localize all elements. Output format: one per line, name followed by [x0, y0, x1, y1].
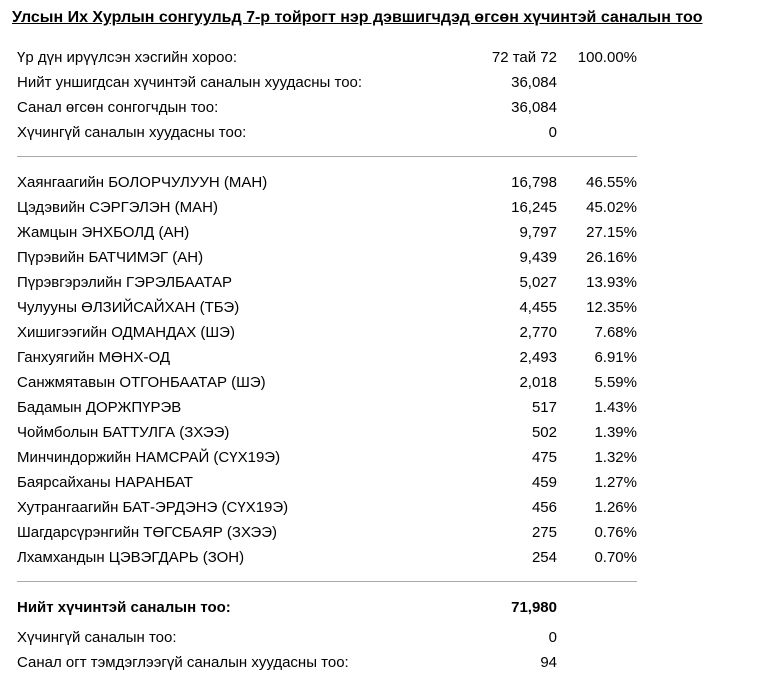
candidate-percent: 1.32%: [594, 449, 637, 466]
total-valid-row: [17, 595, 637, 620]
candidate-row: [17, 420, 637, 445]
candidate-percent: 1.39%: [594, 424, 637, 441]
divider: [17, 581, 637, 582]
row-percent: 100.00%: [577, 49, 637, 66]
candidate-name: Шагдарсүрэнгийн ТӨГСБАЯР (ЗХЭЭ): [17, 524, 278, 541]
candidate-row: [17, 295, 637, 320]
candidate-row: [17, 545, 637, 570]
candidate-name: Минчиндоржийн НАМСРАЙ (СҮХ19Э): [17, 449, 281, 466]
candidate-percent: 26.16%: [586, 249, 637, 266]
candidate-percent: 45.02%: [586, 199, 637, 216]
candidate-votes: 456: [531, 499, 557, 516]
candidate-votes: 2,770: [519, 324, 557, 341]
candidate-votes: 275: [531, 524, 557, 541]
candidate-percent: 13.93%: [586, 274, 637, 291]
summary-row-valid-ballots: [17, 70, 637, 95]
row-votes: 36,084: [511, 99, 557, 116]
total-invalid-row: [17, 625, 637, 650]
candidate-name: Ганхуягийн МӨНХ-ОД: [17, 349, 171, 366]
candidate-name: Жамцын ЭНХБОЛД (АН): [17, 224, 190, 241]
candidate-votes: 4,455: [519, 299, 557, 316]
summary-row-voters: [17, 95, 637, 120]
candidate-row: [17, 370, 637, 395]
page-title: Улсын Их Хурлын сонгуульд 7-р тойрогт нэр дэвшигчдэд өгсөн хүчинтэй саналын тоо: [12, 9, 703, 26]
candidate-votes: 9,439: [519, 249, 557, 266]
candidate-votes: 459: [531, 474, 557, 491]
candidate-votes: 254: [531, 549, 557, 566]
candidate-votes: 2,018: [519, 374, 557, 391]
candidate-name: Санжмятавын ОТГОНБААТАР (ШЭ): [17, 374, 266, 391]
row-label: Үр дүн ирүүлсэн хэсгийн хороо:: [17, 49, 238, 66]
candidate-row: [17, 245, 637, 270]
candidate-name: Хутрангаагийн БАТ-ЭРДЭНЭ (СҮХ19Э): [17, 499, 289, 516]
total-blank-row: [17, 650, 637, 675]
candidate-row: [17, 170, 637, 195]
candidate-name: Бадамын ДОРЖПҮРЭВ: [17, 399, 182, 416]
row-votes: 36,084: [511, 74, 557, 91]
candidate-percent: 1.43%: [594, 399, 637, 416]
candidate-row: [17, 220, 637, 245]
candidate-row: [17, 520, 637, 545]
total-invalid-votes: 0: [548, 629, 557, 646]
candidate-percent: 1.27%: [594, 474, 637, 491]
candidate-name: Цэдэвийн СЭРГЭЛЭН (МАН): [17, 199, 218, 216]
candidate-percent: 0.76%: [594, 524, 637, 541]
row-label: Нийт уншигдсан хүчинтэй саналын хуудасны тоо:: [17, 74, 363, 91]
candidate-percent: 7.68%: [594, 324, 637, 341]
candidate-percent: 0.70%: [594, 549, 637, 566]
candidate-name: Пүрэвгэрэлийн ГЭРЭЛБААТАР: [17, 274, 233, 291]
candidate-percent: 27.15%: [586, 224, 637, 241]
candidate-name: Пүрэвийн БАТЧИМЭГ (АН): [17, 249, 204, 266]
candidate-votes: 16,798: [511, 174, 557, 191]
results-table: [17, 45, 637, 675]
total-valid-votes: 71,980: [511, 599, 557, 616]
total-blank-votes: 94: [540, 654, 557, 671]
candidate-percent: 5.59%: [594, 374, 637, 391]
candidate-row: [17, 445, 637, 470]
candidate-name: Чоймболын БАТТУЛГА (ЗХЭЭ): [17, 424, 230, 441]
row-votes: 72 тай 72: [491, 49, 557, 66]
candidate-votes: 517: [531, 399, 557, 416]
candidate-votes: 9,797: [519, 224, 557, 241]
row-label: Санал өгсөн сонгогчдын тоо:: [17, 99, 219, 116]
candidate-row: [17, 270, 637, 295]
candidate-votes: 475: [531, 449, 557, 466]
candidate-row: [17, 470, 637, 495]
candidate-row: [17, 495, 637, 520]
candidate-name: Чулууны ӨЛЗИЙСАЙХАН (ТБЭ): [17, 299, 240, 316]
candidate-row: [17, 395, 637, 420]
candidate-row: [17, 320, 637, 345]
summary-row-stations: [17, 45, 637, 70]
row-votes: 0: [548, 124, 557, 141]
candidate-percent: 12.35%: [586, 299, 637, 316]
candidate-votes: 16,245: [511, 199, 557, 216]
total-valid-label: Нийт хүчинтэй саналын тоо:: [17, 599, 231, 616]
candidate-name: Баярсайханы НАРАНБАТ: [17, 474, 193, 491]
candidate-name: Хишигээгийн ОДМАНДАХ (ШЭ): [17, 324, 235, 341]
candidate-percent: 6.91%: [594, 349, 637, 366]
total-blank-label: Санал огт тэмдэглээгүй саналын хуудасны тоо:: [17, 654, 349, 671]
candidate-votes: 5,027: [519, 274, 557, 291]
candidate-name: Лхамхандын ЦЭВЭГДАРЬ (ЗОН): [17, 549, 245, 566]
divider: [17, 156, 637, 157]
candidate-votes: 2,493: [519, 349, 557, 366]
candidate-percent: 1.26%: [594, 499, 637, 516]
candidate-percent: 46.55%: [586, 174, 637, 191]
total-invalid-label: Хүчингүй саналын тоо:: [17, 629, 177, 646]
candidate-votes: 502: [531, 424, 557, 441]
summary-row-invalid-ballots: [17, 120, 637, 145]
row-label: Хүчингүй саналын хуудасны тоо:: [17, 124, 247, 141]
candidate-name: Хаянгаагийн БОЛОРЧУЛУУН (МАН): [17, 174, 268, 191]
candidate-row: [17, 195, 637, 220]
candidate-row: [17, 345, 637, 370]
